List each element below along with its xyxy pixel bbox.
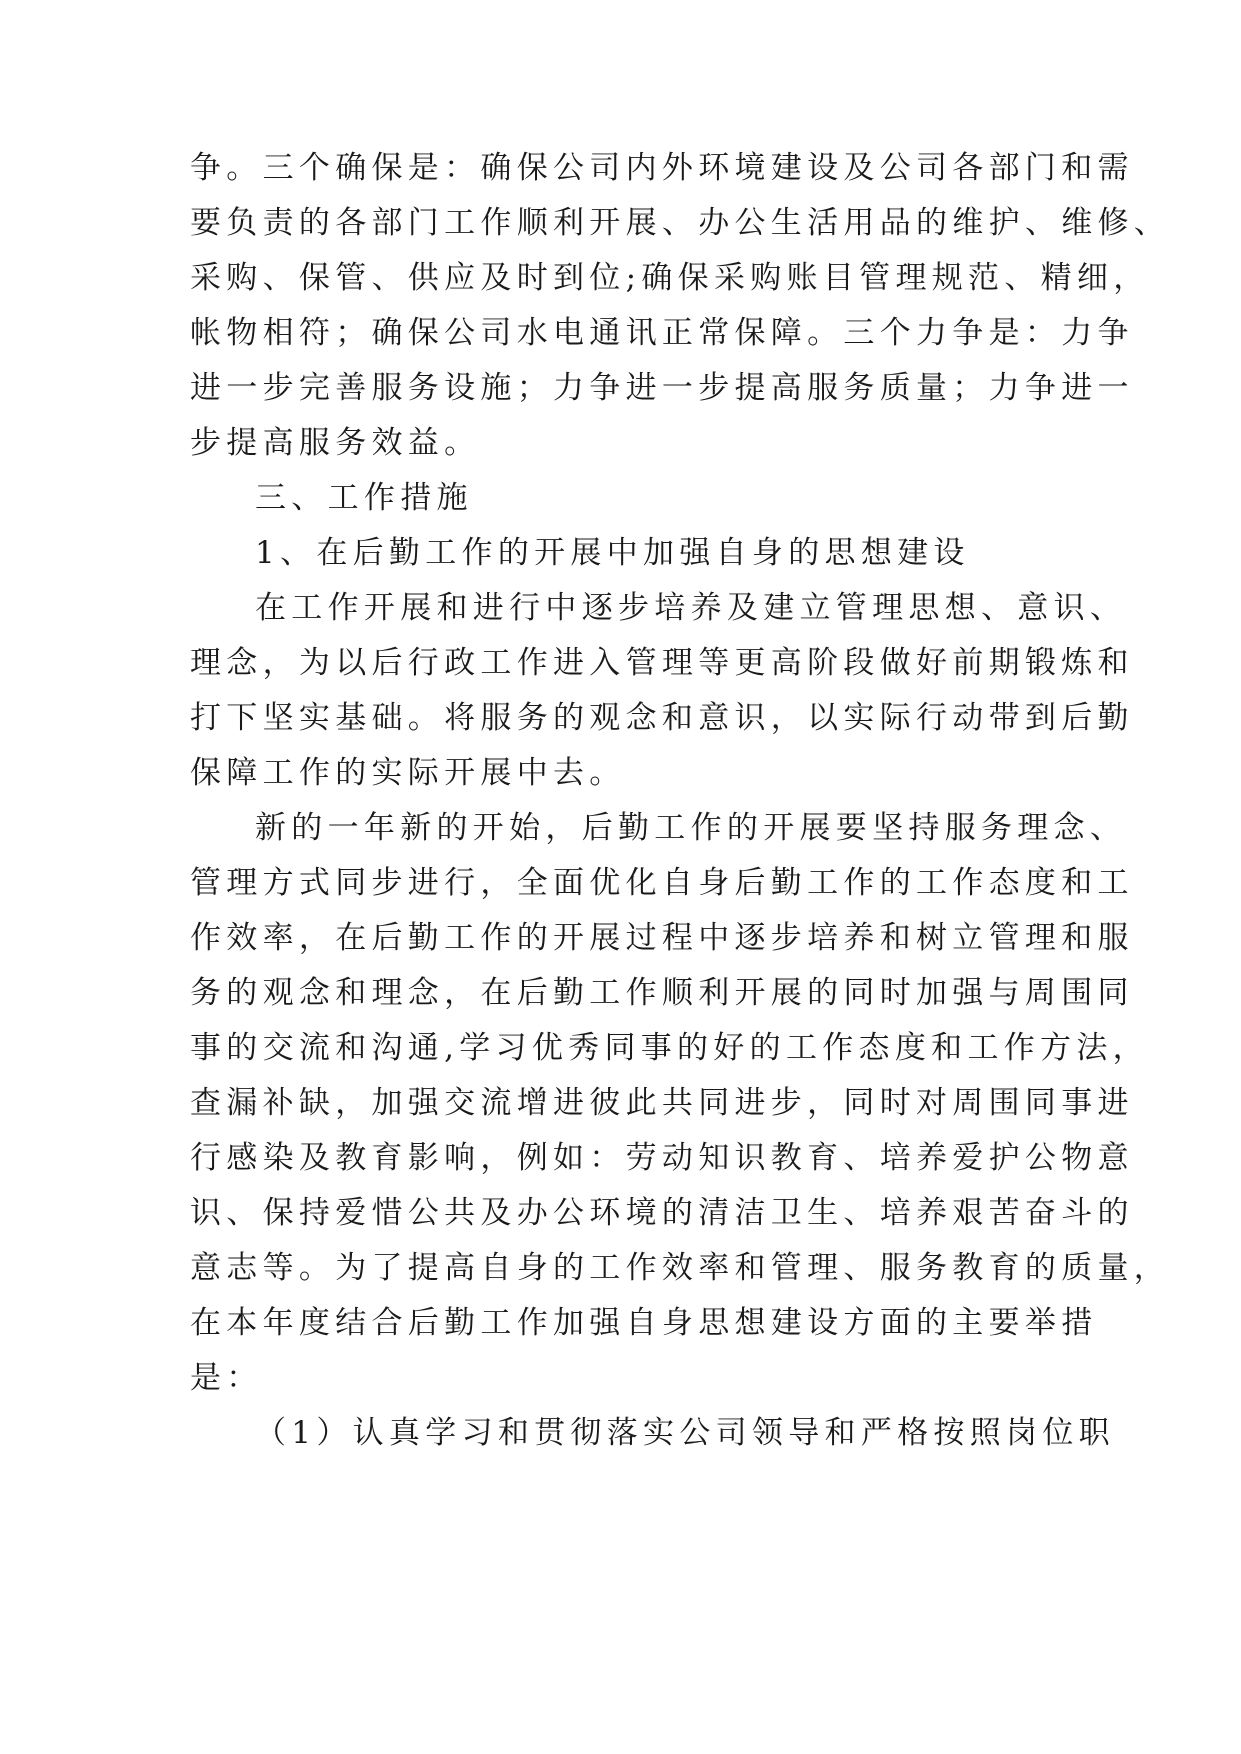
text-line: 进一步完善服务设施；力争进一步提高服务质量；力争进一 bbox=[190, 370, 1134, 406]
text-line: 理念，为以后行政工作进入管理等更高阶段做好前期锻炼和 bbox=[190, 645, 1134, 681]
text-line: 识、保持爱惜公共及办公环境的清洁卫生、培养艰苦奋斗的 bbox=[190, 1195, 1134, 1231]
subsection-heading: 1、在后勤工作的开展中加强自身的思想建设 bbox=[255, 535, 970, 571]
text-line: 保障工作的实际开展中去。 bbox=[190, 755, 626, 791]
text-line: 是： bbox=[190, 1360, 263, 1396]
text-line: 步提高服务效益。 bbox=[190, 425, 481, 461]
text-line: 作效率，在后勤工作的开展过程中逐步培养和树立管理和服 bbox=[190, 920, 1134, 956]
text-line: 采购、保管、供应及时到位;确保采购账目管理规范、精细， bbox=[190, 260, 1150, 296]
text-line: 管理方式同步进行，全面优化自身后勤工作的工作态度和工 bbox=[190, 865, 1134, 901]
text-line: 争。三个确保是：确保公司内外环境建设及公司各部门和需 bbox=[190, 150, 1134, 186]
text-line: 要负责的各部门工作顺利开展、办公生活用品的维护、维修、 bbox=[190, 205, 1171, 241]
text-line: 在工作开展和进行中逐步培养及建立管理思想、意识、 bbox=[255, 590, 1127, 626]
text-line: 帐物相符；确保公司水电通讯正常保障。三个力争是：力争 bbox=[190, 315, 1134, 351]
text-line: 查漏补缺，加强交流增进彼此共同进步，同时对周围同事进 bbox=[190, 1085, 1134, 1121]
text-line: 行感染及教育影响，例如：劳动知识教育、培养爱护公物意 bbox=[190, 1140, 1134, 1176]
text-line: 务的观念和理念，在后勤工作顺利开展的同时加强与周围同 bbox=[190, 975, 1134, 1011]
list-item: （1）认真学习和贯彻落实公司领导和严格按照岗位职 bbox=[255, 1415, 1115, 1451]
text-line: 在本年度结合后勤工作加强自身思想建设方面的主要举措 bbox=[190, 1305, 1098, 1341]
text-line: 意志等。为了提高自身的工作效率和管理、服务教育的质量， bbox=[190, 1250, 1171, 1286]
text-line: 新的一年新的开始，后勤工作的开展要坚持服务理念、 bbox=[255, 810, 1127, 846]
text-line: 打下坚实基础。将服务的观念和意识，以实际行动带到后勤 bbox=[190, 700, 1134, 736]
section-heading: 三、工作措施 bbox=[255, 480, 473, 516]
text-line: 事的交流和沟通,学习优秀同事的好的工作态度和工作方法， bbox=[190, 1030, 1149, 1066]
